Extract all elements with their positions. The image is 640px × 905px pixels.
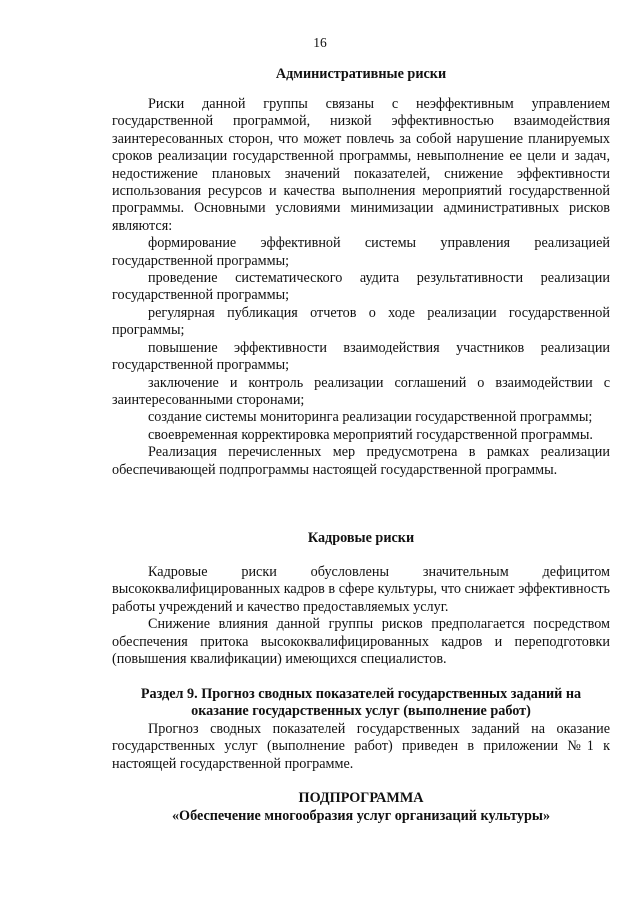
staff-paragraph: Снижение влияния данной группы рисков предполагается посредством обеспечения притока высококвалифицированных кадров и переподготовки (повышения квалификации) имеющихся специалистов.	[112, 616, 610, 668]
admin-list-item: проведение систематического аудита результативности реализации государственной программы;	[112, 270, 610, 304]
section-admin-body	[112, 96, 610, 479]
staff-paragraph: Кадровые риски обусловлены значительным дефицитом высококвалифицированных кадров в сфере культуры, что снижает эффективность работы учреждений и качество предоставляемых услуг.	[112, 564, 610, 615]
section-staff-title: Кадровые риски	[307, 530, 415, 546]
admin-list-item: регулярная публикация отчетов о ходе реализации государственной программы;	[112, 304, 610, 339]
section-admin-title: Административные риски	[275, 66, 447, 82]
admin-list-item: заключение и контроль реализации соглашений о взаимодействии с заинтересованными сторонами;	[112, 374, 610, 408]
section-9-title-line1: Раздел 9. Прогноз сводных показателей государственных заданий на	[140, 686, 582, 702]
admin-paragraph-intro: Риски данной группы связаны с неэффективным управлением государственной программой, низкой эффективностью взаимодействия заинтересованных сторон, что может повлечь за собой нарушение планируемых сроков реализации государственной программы, невыполнение ее цели и задач, недостижение плановых значений показателей, снижение эффективности использования ресурсов и качества выполнения мероприятий государственной программы. Основными условиями минимизации административных рисков являются:	[112, 96, 610, 234]
subprogram-label: ПОДПРОГРАММА	[298, 790, 424, 806]
page-number: 16	[313, 35, 327, 50]
admin-list-item: повышение эффективности взаимодействия участников реализации государственной программы;	[112, 339, 610, 374]
section-9-body	[112, 721, 610, 773]
section-9-title-line2: оказание государственных услуг (выполнение работ)	[191, 703, 531, 720]
section-9-paragraph: Прогноз сводных показателей государственных заданий на оказание государственных услуг (выполнение работ) приведен в приложении №1 к настоящей государственной программе.	[112, 721, 610, 772]
admin-list-item: формирование эффективной системы управления реализацией государственной программы;	[112, 235, 610, 269]
admin-list-item: создание системы мониторинга реализации государственной программы;	[148, 409, 593, 426]
section-9-title	[112, 686, 610, 721]
subprogram-name: «Обеспечение многообразия услуг организаций культуры»	[171, 808, 551, 824]
admin-paragraph-conclusion: Реализация перечисленных мер предусмотрена в рамках реализации обеспечивающей подпрограммы настоящей государственной программы.	[112, 444, 610, 478]
section-staff-body	[112, 564, 610, 668]
admin-list-item: своевременная корректировка мероприятий государственной программы.	[148, 426, 593, 443]
